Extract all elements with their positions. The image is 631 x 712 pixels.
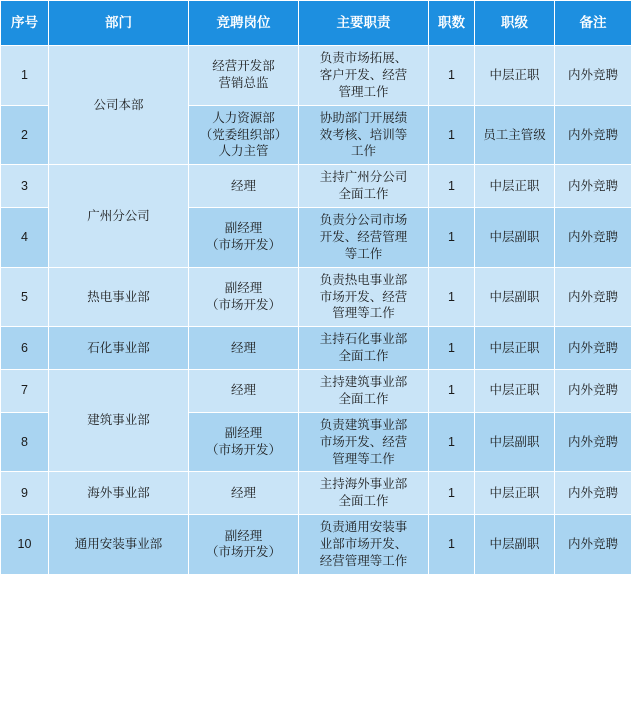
cell-position: 经理 (189, 472, 299, 515)
table-row (1, 370, 631, 413)
column-header-2: 竞聘岗位 (189, 1, 299, 46)
cell-duties: 负责热电事业部 市场开发、经营 管理等工作 (299, 267, 429, 327)
cell-rank: 中层正职 (475, 165, 555, 208)
cell-remark: 内外竞聘 (555, 370, 631, 413)
cell-index: 7 (1, 370, 49, 413)
cell-remark: 内外竞聘 (555, 412, 631, 472)
cell-remark: 内外竞聘 (555, 327, 631, 370)
column-header-3: 主要职责 (299, 1, 429, 46)
cell-position: 副经理 （市场开发） (189, 412, 299, 472)
cell-rank: 中层正职 (475, 46, 555, 106)
cell-duties: 负责通用安装事 业部市场开发、 经营管理等工作 (299, 515, 429, 575)
cell-department: 建筑事业部 (49, 370, 189, 472)
table-header (1, 1, 631, 46)
cell-headcount: 1 (429, 412, 475, 472)
cell-headcount: 1 (429, 515, 475, 575)
cell-headcount: 1 (429, 327, 475, 370)
cell-headcount: 1 (429, 105, 475, 165)
cell-remark: 内外竞聘 (555, 208, 631, 268)
cell-position: 副经理 （市场开发） (189, 515, 299, 575)
cell-rank: 中层副职 (475, 208, 555, 268)
cell-duties: 负责建筑事业部 市场开发、经营 管理等工作 (299, 412, 429, 472)
cell-remark: 内外竞聘 (555, 515, 631, 575)
cell-index: 5 (1, 267, 49, 327)
table-row (1, 515, 631, 575)
cell-index: 3 (1, 165, 49, 208)
cell-duties: 主持建筑事业部 全面工作 (299, 370, 429, 413)
column-header-1: 部门 (49, 1, 189, 46)
column-header-0: 序号 (1, 1, 49, 46)
cell-headcount: 1 (429, 165, 475, 208)
cell-rank: 中层正职 (475, 370, 555, 413)
cell-position: 经理 (189, 165, 299, 208)
column-header-5: 职级 (475, 1, 555, 46)
table-row (1, 267, 631, 327)
table-row (1, 46, 631, 106)
cell-department: 公司本部 (49, 46, 189, 165)
cell-duties: 主持海外事业部 全面工作 (299, 472, 429, 515)
cell-index: 6 (1, 327, 49, 370)
cell-headcount: 1 (429, 208, 475, 268)
cell-duties: 负责市场拓展、 客户开发、经营 管理工作 (299, 46, 429, 106)
cell-remark: 内外竞聘 (555, 165, 631, 208)
column-header-4: 职数 (429, 1, 475, 46)
cell-rank: 中层正职 (475, 472, 555, 515)
table-row (1, 165, 631, 208)
cell-rank: 中层副职 (475, 412, 555, 472)
cell-position: 经理 (189, 327, 299, 370)
cell-headcount: 1 (429, 267, 475, 327)
cell-remark: 内外竞聘 (555, 267, 631, 327)
table-body (1, 46, 631, 575)
cell-duties: 主持广州分公司 全面工作 (299, 165, 429, 208)
cell-index: 4 (1, 208, 49, 268)
cell-rank: 中层副职 (475, 267, 555, 327)
cell-headcount: 1 (429, 46, 475, 106)
cell-department: 广州分公司 (49, 165, 189, 267)
cell-position: 副经理 （市场开发） (189, 267, 299, 327)
cell-duties: 主持石化事业部 全面工作 (299, 327, 429, 370)
cell-position: 经理 (189, 370, 299, 413)
table-header-row (1, 1, 631, 46)
cell-department: 石化事业部 (49, 327, 189, 370)
cell-rank: 中层正职 (475, 327, 555, 370)
cell-remark: 内外竞聘 (555, 472, 631, 515)
cell-remark: 内外竞聘 (555, 46, 631, 106)
cell-duties: 负责分公司市场 开发、经营管理 等工作 (299, 208, 429, 268)
cell-remark: 内外竞聘 (555, 105, 631, 165)
cell-position: 人力资源部 （党委组织部） 人力主管 (189, 105, 299, 165)
cell-department: 通用安装事业部 (49, 515, 189, 575)
table-row (1, 327, 631, 370)
cell-headcount: 1 (429, 370, 475, 413)
cell-index: 10 (1, 515, 49, 575)
cell-headcount: 1 (429, 472, 475, 515)
cell-position: 副经理 （市场开发） (189, 208, 299, 268)
cell-index: 1 (1, 46, 49, 106)
cell-index: 2 (1, 105, 49, 165)
cell-department: 海外事业部 (49, 472, 189, 515)
cell-rank: 中层副职 (475, 515, 555, 575)
table-row (1, 472, 631, 515)
cell-duties: 协助部门开展绩 效考核、培训等 工作 (299, 105, 429, 165)
column-header-6: 备注 (555, 1, 631, 46)
cell-index: 9 (1, 472, 49, 515)
cell-index: 8 (1, 412, 49, 472)
cell-rank: 员工主管级 (475, 105, 555, 165)
cell-department: 热电事业部 (49, 267, 189, 327)
cell-position: 经营开发部 营销总监 (189, 46, 299, 106)
